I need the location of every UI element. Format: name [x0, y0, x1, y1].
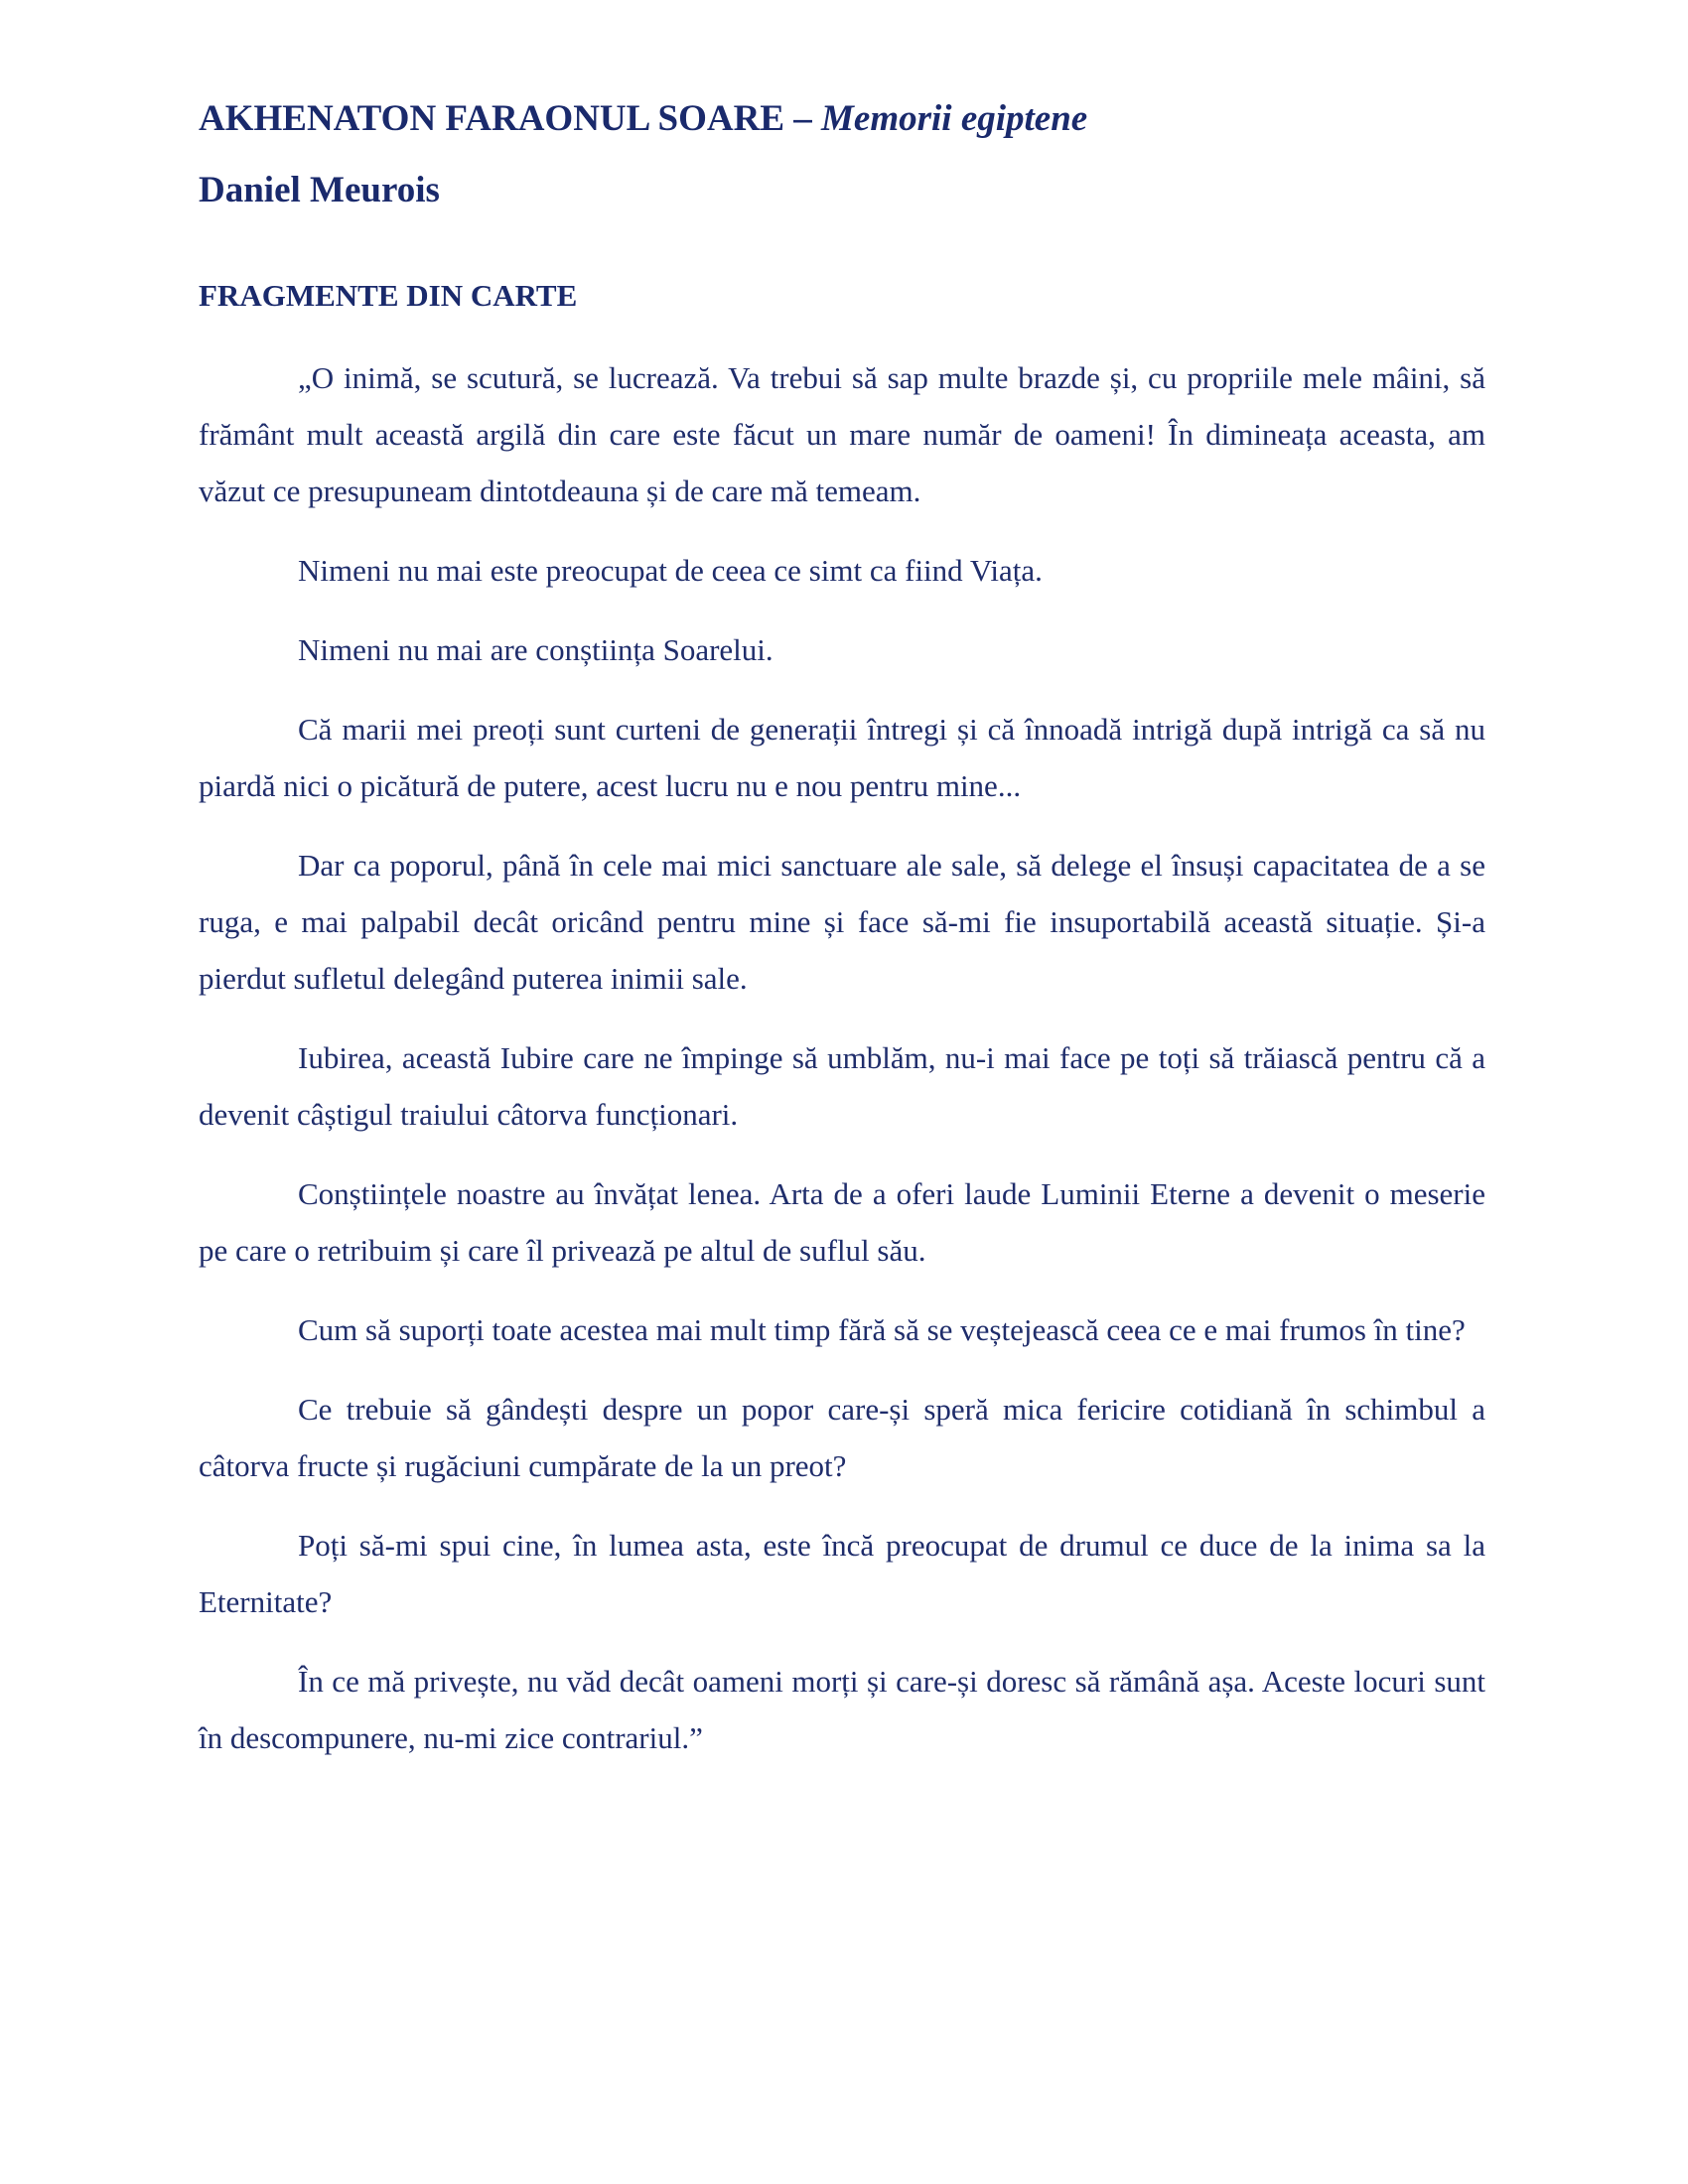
- title-text: AKHENATON FARAONUL SOARE: [199, 98, 785, 139]
- paragraph: Dar ca poporul, până în cele mai mici sanctuare ale sale, să delege el însuși capacitatea de a se ruga, e mai palpabil decât oricând pentru mine și face să-mi fie insuportabilă această situație. Și-a pierdut sufletul delegând puterea inimii sale.: [199, 848, 1485, 996]
- paragraph: Nimeni nu mai are conștiința Soarelui.: [298, 632, 774, 667]
- paragraph: În ce mă privește, nu văd decât oameni morți și care-și doresc să rămână așa. Aceste locuri sunt în descompunere, nu-mi zice contrariul.”: [199, 1664, 1485, 1755]
- paragraph: Poți să-mi spui cine, în lumea asta, este încă preocupat de drumul ce duce de la inima sa la Eternitate?: [199, 1528, 1485, 1619]
- paragraph: Iubirea, această Iubire care ne împinge să umblăm, nu-i mai face pe toți să trăiască pentru că a devenit câștigul traiului câtorva funcționari.: [199, 1040, 1485, 1132]
- paragraph: Conștiințele noastre au învățat lenea. Arta de a oferi laude Luminii Eterne a devenit o meserie pe care o retribuim și care îl privează pe altul de suflul său.: [199, 1176, 1485, 1268]
- paragraph: Cum să suporți toate acestea mai mult timp fără să se veștejească ceea ce e mai frumos în tine?: [298, 1312, 1466, 1347]
- excerpt-body: [199, 349, 1485, 1789]
- paragraph: Că marii mei preoți sunt curteni de generații întregi și că înnoadă intrigă după intrigă ca să nu piardă nici o picătură de putere, acest lucru nu e nou pentru mine...: [199, 712, 1485, 803]
- paragraph: „O inimă, se scutură, se lucrează. Va trebui să sap multe brazde și, cu propriile mele mâini, să frământ mult această argilă din care este făcut un mare număr de oameni! În dimineața aceasta, am văzut ce presupuneam dintotdeauna și de care mă temeam.: [199, 360, 1485, 508]
- author-name: Daniel Meurois: [199, 170, 440, 210]
- book-title: [199, 97, 1087, 140]
- title-separator: –: [784, 98, 822, 139]
- section-heading: FRAGMENTE DIN CARTE: [199, 278, 578, 313]
- book-subtitle: Memorii egiptene: [821, 98, 1088, 139]
- paragraph: Ce trebuie să gândești despre un popor care-și speră mica fericire cotidiană în schimbul a câtorva fructe și rugăciuni cumpărate de la un preot?: [199, 1392, 1485, 1483]
- paragraph: Nimeni nu mai este preocupat de ceea ce simt ca fiind Viața.: [298, 553, 1043, 588]
